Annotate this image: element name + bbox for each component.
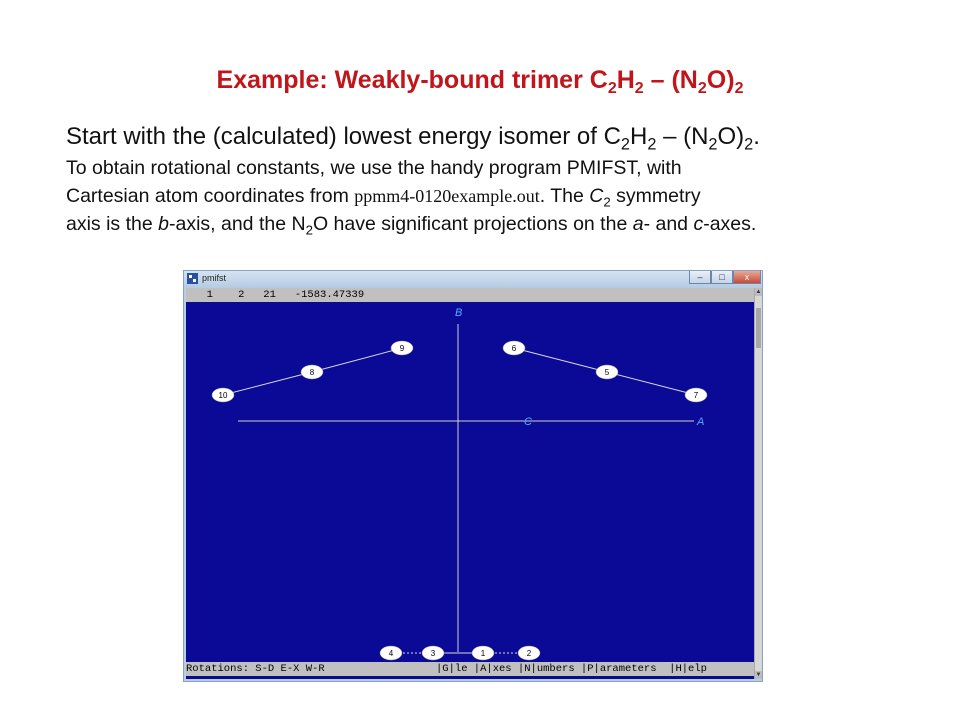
bond-line <box>514 348 607 372</box>
window-titlebar[interactable] <box>184 271 762 288</box>
bond-line <box>607 372 696 395</box>
atom-label: 6 <box>511 344 517 353</box>
window-title: pmifst <box>202 273 227 283</box>
lead-subscript: 2 <box>708 135 718 154</box>
lead-sentence <box>66 120 936 154</box>
para-text: -axis, and the N <box>168 213 306 235</box>
para-italic: c <box>693 213 704 235</box>
title-text: H <box>616 66 635 94</box>
minimize-button[interactable]: – <box>689 271 711 284</box>
para-text: To obtain rotational constants, we use the handy program PMIFST, with <box>66 157 682 179</box>
plot-area[interactable] <box>186 288 754 679</box>
atom-label: 2 <box>526 649 532 658</box>
atom-label: 7 <box>693 391 699 400</box>
scroll-down-icon[interactable]: ▼ <box>755 672 762 678</box>
title-text: – (N <box>643 66 698 94</box>
atom-label: 3 <box>430 649 436 658</box>
title-subscript: 2 <box>697 80 707 97</box>
status-line <box>186 288 754 302</box>
lead-subscript: 2 <box>744 135 754 154</box>
atom-node[interactable] <box>596 365 618 379</box>
title-subscript: 2 <box>607 80 617 97</box>
close-button[interactable]: x <box>733 271 761 284</box>
para-subscript: 2 <box>305 222 313 238</box>
menu-line <box>186 662 754 676</box>
atom-label: 5 <box>604 368 610 377</box>
atom-node[interactable] <box>472 646 494 660</box>
atom-node[interactable] <box>503 341 525 355</box>
bonds <box>223 348 696 653</box>
scroll-thumb[interactable] <box>756 308 761 348</box>
atom-label: 4 <box>388 649 394 658</box>
bond-line <box>223 372 312 395</box>
lead-text: Start with the (calculated) lowest energy isomer of C <box>66 123 621 150</box>
atom-label: 1 <box>480 649 486 658</box>
vertical-scrollbar[interactable] <box>754 288 762 679</box>
para-italic: C <box>589 185 604 207</box>
molecule-plot[interactable] <box>186 302 754 662</box>
para-text: . The <box>539 185 590 207</box>
atom-node[interactable] <box>518 646 540 660</box>
para-italic: b <box>158 213 169 235</box>
scroll-up-icon[interactable]: ▲ <box>755 289 762 295</box>
axes <box>238 307 704 652</box>
atoms <box>212 341 707 660</box>
app-icon <box>187 273 198 284</box>
atom-label: 8 <box>309 368 315 377</box>
lead-text: – (N <box>656 123 709 150</box>
atom-label: 10 <box>218 391 228 400</box>
maximize-button[interactable]: □ <box>711 271 733 284</box>
para-text: O have significant projections on the <box>312 213 633 235</box>
a-axis-label: A <box>697 416 705 428</box>
paragraph-line-3 <box>66 210 936 238</box>
b-axis-label: B <box>455 307 463 319</box>
atom-node[interactable] <box>422 646 444 660</box>
lead-subscript: 2 <box>647 135 657 154</box>
bond-line <box>312 348 402 372</box>
filename: ppmm4-0120example.out <box>354 186 540 206</box>
rotations-hint: Rotations: S-D E-X W-R <box>186 663 325 675</box>
atom-node[interactable] <box>212 388 234 402</box>
para-text: axis is the <box>66 213 159 235</box>
lead-subscript: 2 <box>620 135 630 154</box>
atom-node[interactable] <box>301 365 323 379</box>
para-text: -axes. <box>703 213 757 235</box>
atom-node[interactable] <box>685 388 707 402</box>
lead-text: . <box>753 123 760 150</box>
status-text: 1 2 21 -1583.47339 <box>194 289 365 301</box>
atom-label: 9 <box>399 344 405 353</box>
lead-text: H <box>629 123 648 150</box>
title-subscript: 2 <box>734 80 744 97</box>
para-italic: a <box>632 213 644 235</box>
slide-title <box>0 62 960 98</box>
para-text: Cartesian atom coordinates from <box>66 185 355 207</box>
atom-node[interactable] <box>391 341 413 355</box>
paragraph-line-2 <box>66 182 936 210</box>
para-text: symmetry <box>610 185 701 207</box>
para-text: - and <box>643 213 694 235</box>
pmifst-window <box>183 270 763 682</box>
lead-text: O) <box>717 123 745 150</box>
atom-node[interactable] <box>380 646 402 660</box>
title-text: Example: Weakly-bound trimer C <box>216 66 608 94</box>
slide-body <box>66 120 936 238</box>
c-axis-label: C <box>524 416 532 428</box>
title-subscript: 2 <box>634 80 644 97</box>
title-text: O) <box>706 66 735 94</box>
paragraph-line-1 <box>66 154 936 182</box>
para-subscript: 2 <box>603 194 611 210</box>
command-menu[interactable]: |G|le |A|xes |N|umbers |P|arameters |H|elp <box>436 663 707 675</box>
